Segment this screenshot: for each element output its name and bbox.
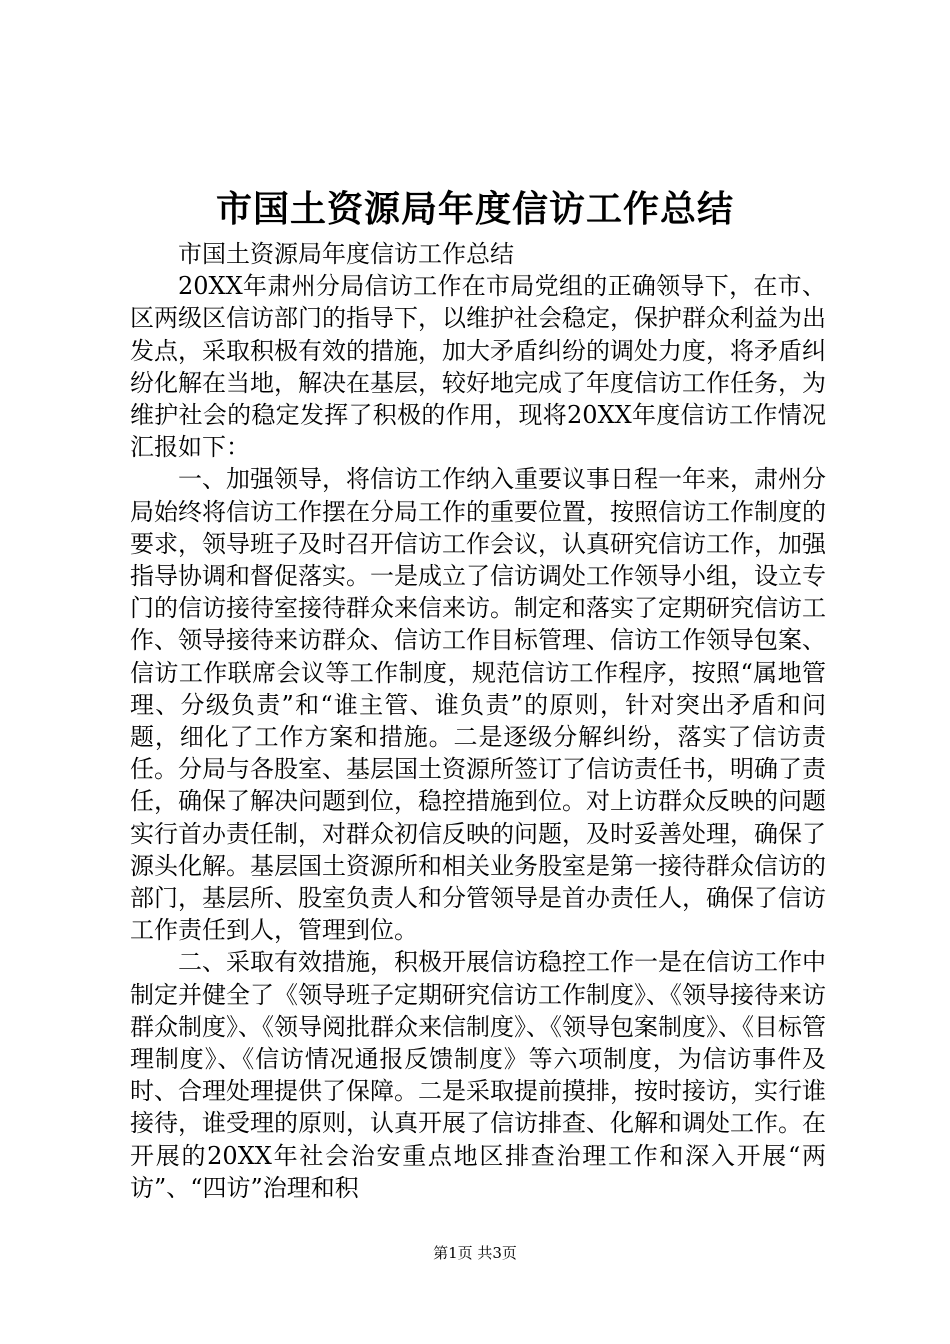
section-one-paragraph: 一、加强领导，将信访工作纳入重要议事日程一年来，肃州分局始终将信访工作摆在分局工作的重要位置，按照信访工作制度的要求，领导班子及时召开信访工作会议，认真研究信访工作，加强指导协调和督促落实。一是成立了信访调处工作领导小组，设立专门的信访接待室接待群众来信来访。制定和落实了定期研究信访工作、领导接待来访群众、信访工作目标管理、信访工作领导包案、信访工作联席会议等工作制度，规范信访工作程序，按照“属地管理、分级负责”和“谁主管、谁负责”的原则，针对突出矛盾和问题，细化了工作方案和措施。二是逐级分解纠纷，落实了信访责任。分局与各股室、基层国土资源所签订了信访责任书，明确了责任，确保了解决问题到位，稳控措施到位。对上访群众反映的问题实行首办责任制，对群众初信反映的问题，及时妥善处理，确保了源头化解。基层国土资源所和相关业务股室是第一接待群众信访的部门，基层所、股室负责人和分管领导是首办责任人，确保了信访工作责任到人，管理到位。 — [130, 465, 826, 945]
page-number-footer: 第1页 共3页 — [433, 1244, 517, 1262]
intro-paragraph: 20XX年肃州分局信访工作在市局党组的正确领导下，在市、区两级区信访部门的指导下，以维护社会稳定，保护群众利益为出发点，采取积极有效的措施，加大矛盾纠纷的调处力度，将矛盾纠纷化解在当地，解决在基层，较好地完成了年度信访工作任务，为维护社会的稳定发挥了积极的作用，现将20XX年度信访工作情况汇报如下： — [130, 272, 826, 462]
subtitle-paragraph: 市国土资源局年度信访工作总结 — [178, 240, 514, 268]
section-two-paragraph: 二、采取有效措施，积极开展信访稳控工作一是在信访工作中制定并健全了《领导班子定期研究信访工作制度》、《领导接待来访群众制度》、《领导阅批群众来信制度》、《领导包案制度》、《目标管理制度》、《信访情况通报反馈制度》等六项制度，为信访事件及时、合理处理提供了保障。二是采取提前摸排，按时接访，实行谁接待，谁受理的原则，认真开展了信访排查、化解和调处工作。在开展的20XX年社会治安重点地区排查治理工作和深入开展“两访”、“四访”治理和积 — [130, 948, 826, 1202]
document-body — [130, 238, 826, 1204]
document-title: 市国土资源局年度信访工作总结 — [215, 188, 734, 230]
